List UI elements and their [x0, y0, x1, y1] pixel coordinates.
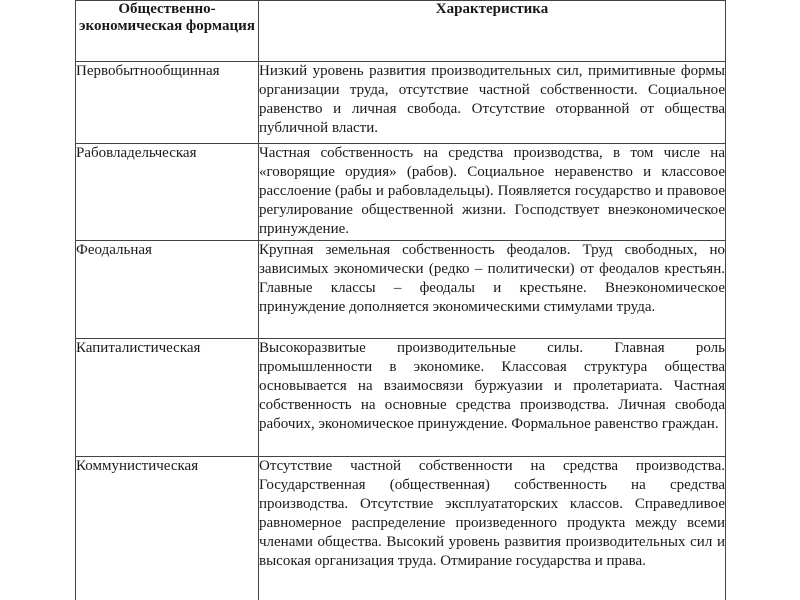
- formation-description: Отсутствие частной собственности на средства производства. Государственная (общественная) собственность на средства производства. Отсутствие эксплуататорских классов. Справедливое равномерное распределение произведенного продукта между всеми членами общества. Высокий уровень развития производительных сил и высокая организация труда. Отмирание государства и права.: [259, 457, 726, 600]
- formation-description: Высокоразвитые производительные силы. Главная роль промышленности в экономике. Классовая структура общества основывается на взаимосвязи буржуазии и пролетариата. Частная собственность на основные средства производства. Личная свобода рабочих, экономическое принуждение. Формальное равенство граждан.: [259, 339, 726, 457]
- header-characteristic: Характеристика: [259, 1, 726, 62]
- formation-description: Низкий уровень развития производительных сил, примитивные формы организации труда, отсутствие частной собственности. Социальное равенство и личная свобода. Отсутствие оторванной от общества публичной власти.: [259, 62, 726, 144]
- table-row: [76, 339, 726, 457]
- formation-name: Коммунистическая: [76, 457, 259, 600]
- table-row: [76, 457, 726, 600]
- formation-name: Капиталистическая: [76, 339, 259, 457]
- formation-description: Частная собственность на средства производства, в том числе на «говорящие орудия» (рабов). Социальное неравенство и классовое расслоение (рабы и рабовладельцы). Появляется государство и правовое регулирование общественной жизни. Господствует внеэкономическое принуждение.: [259, 144, 726, 241]
- formation-name: Первобытнообщинная: [76, 62, 259, 144]
- table-row: [76, 241, 726, 339]
- table-header-row: [76, 1, 726, 62]
- formation-name: Рабовладельческая: [76, 144, 259, 241]
- formation-description: Крупная земельная собственность феодалов. Труд свободных, но зависимых экономически (редко – политически) от феодалов крестьян. Главные классы – феодалы и крестьяне. Внеэкономическое принуждение дополняется экономическими стимулами труда.: [259, 241, 726, 339]
- formation-name: Феодальная: [76, 241, 259, 339]
- formations-table: [75, 0, 726, 600]
- header-formation: Общественно-экономическая формация: [76, 1, 259, 62]
- table-row: [76, 62, 726, 144]
- table-row: [76, 144, 726, 241]
